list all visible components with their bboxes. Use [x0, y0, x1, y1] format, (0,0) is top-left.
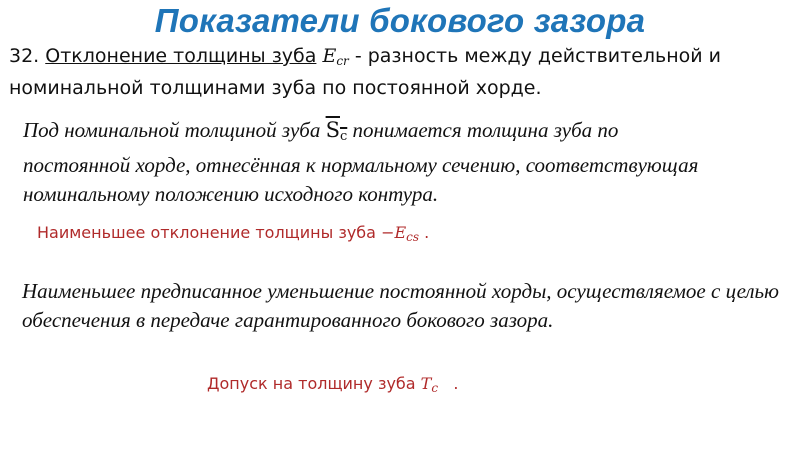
nominal-symbol-sub: c — [339, 129, 348, 144]
least-deviation-label — [37, 223, 429, 244]
definition-block — [9, 43, 789, 102]
nominal-symbol — [326, 118, 348, 142]
definition-number: 32. — [9, 45, 46, 67]
tolerance-tail: . — [438, 374, 459, 393]
tolerance-label — [207, 374, 458, 395]
nominal-paragraph-lead: Под номинальной толщиной зуба — [23, 118, 326, 142]
tolerance-text: Допуск на толщину зуба — [207, 374, 421, 393]
nominal-thickness-paragraph — [23, 116, 723, 209]
least-deviation-tail: . — [419, 223, 430, 242]
least-deviation-symbol-sub: cs — [406, 230, 420, 244]
tolerance-symbol — [421, 374, 438, 393]
definition-symbol — [322, 45, 348, 67]
least-deviation-text: Наименьшее отклонение толщины зуба — [37, 223, 382, 242]
least-deviation-symbol — [381, 223, 419, 242]
definition-line-2: номинальной толщинами зуба по постоянной хорде. — [9, 77, 542, 99]
nominal-symbol-base: S — [325, 118, 340, 142]
tolerance-symbol-base: T — [420, 374, 432, 393]
definition-symbol-sub: cr — [336, 54, 349, 68]
nominal-paragraph-rest: понимается толщина зуба по постоянной хорде, отнесённая к нормальному сечению, соответствующая номинальному положению исходного контура. — [23, 118, 699, 206]
definition-term: Отклонение толщины зуба — [45, 45, 317, 67]
definition-text-rest: - разность между действительной и — [348, 45, 722, 67]
definition-line-1 — [9, 43, 789, 75]
least-reduction-paragraph: Наименьшее предписанное уменьшение постоянной хорды, осуществляемое с целью обеспечения в передаче гарантированного бокового зазора. — [22, 279, 779, 332]
least-deviation-symbol-base: −E — [381, 223, 407, 242]
definition-symbol-base: E — [322, 45, 337, 67]
tolerance-symbol-sub: c — [431, 381, 439, 395]
slide-title: Показатели бокового зазора — [154, 2, 646, 39]
